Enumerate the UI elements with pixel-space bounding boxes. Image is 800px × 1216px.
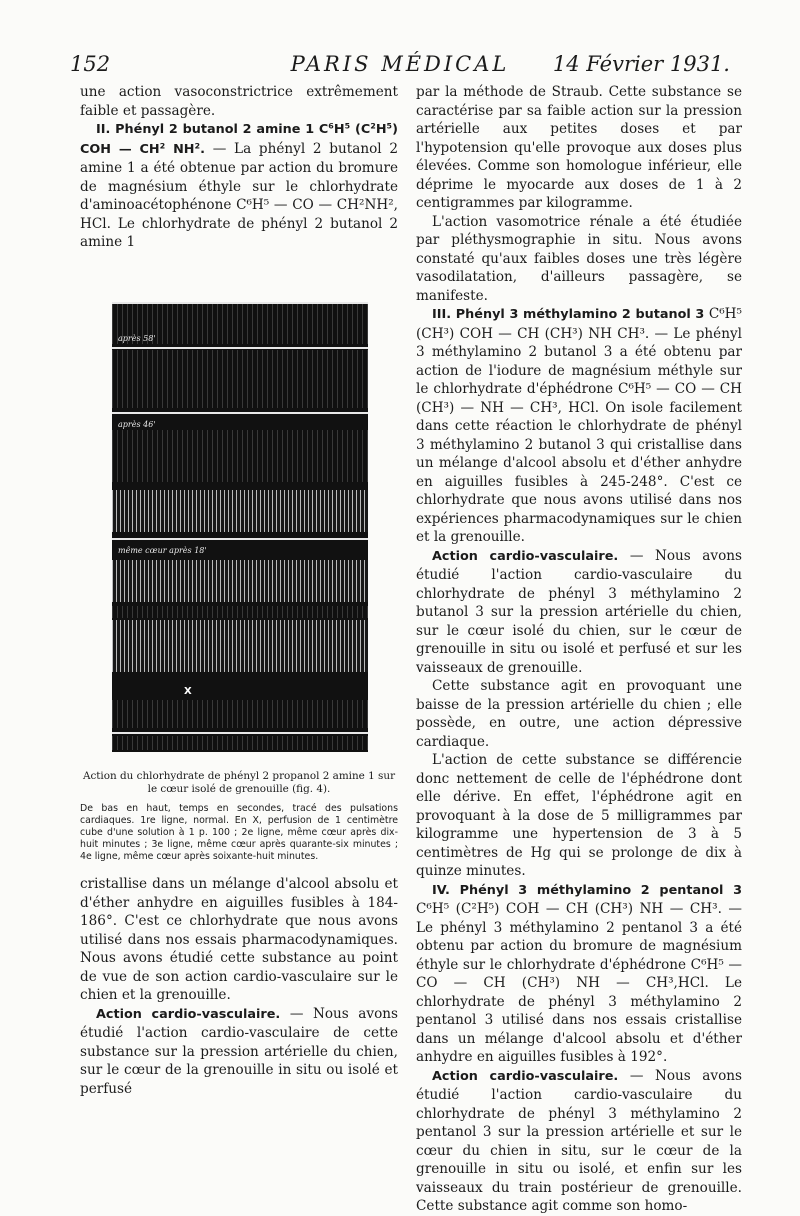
trace-line — [112, 732, 368, 734]
trace-label: même cœur après 18' — [118, 546, 207, 555]
paragraph: Cette substance agit en provoquant une baisse de la pression artérielle du chien ; elle possède, en outre, une action dépressive cardiaque. — [416, 678, 742, 750]
section-heading: Action cardio-vasculaire. — [432, 548, 619, 564]
section-heading: Action cardio-vasculaire. — [96, 1006, 281, 1022]
perfusion-marker: X — [184, 686, 192, 697]
left-column-bottom — [80, 875, 398, 1098]
right-column — [416, 83, 742, 1216]
paragraph: L'action de cette substance se différencie donc nettement de celle de l'éphédrone dont elle dérive. En effet, l'éphédrone agit en provoquant à la dose de 5 milligrammes par kilogramme une hypertension de 3 à 5 centimètres de Hg qui se prolonge de dix à quinze minutes. — [416, 752, 742, 879]
trace-band — [112, 700, 368, 728]
paragraph: cristallise dans un mélange d'alcool absolu et d'éther anhydre en aiguilles fusibles à 184-186°. C'est ce chlorhydrate que nous avons utilisé dans nos essais pharmacodynamiques. Nous avons étudié cette substance au point de vue de son action cardio-vasculaire sur le chien et la grenouille. — [80, 876, 398, 1003]
trace-band — [112, 490, 368, 532]
trace-band — [112, 620, 368, 672]
page-header — [70, 52, 730, 78]
trace-band — [112, 350, 368, 408]
cardiac-trace-figure — [112, 302, 368, 752]
trace-band — [112, 430, 368, 482]
trace-line — [112, 347, 368, 349]
issue-date: 14 Février 1931. — [552, 52, 730, 76]
compound-heading: II. Phényl 2 butanol 2 amine 1 C⁶H⁵ (C²H⁵) COH — CH² NH². — [80, 122, 398, 157]
paragraph: IV. Phényl 3 méthylamino 2 pentanol 3 C⁶H⁵ (C²H⁵) COH — CH (CH³) NH — CH³. — Le phényl 3 méthylamino 2 pentanol 3 a été obtenu par action du bromure de magnésium éthyle sur le chlorhydrate d'éphédrone C⁶H⁵ — CO — CH (CH³) NH — CH³,HCl. Le chlorhydrate de phényl 3 méthylamino 2 pentanol 3 utilisé dans nos essais cristallise dans un mélange d'alcool absolu et d'éther anhydre en aiguilles fusibles à 192°. — [416, 882, 742, 1065]
paragraph: Action cardio-vasculaire. — Nous avons étudié l'action cardio-vasculaire du chlorhydrate de phényl 3 méthylamino 2 butanol 3 sur la pression artérielle du chien, sur le cœur isolé du chien, sur le cœur de grenouille in situ ou isolé et perfusé et sur les vaisseaux de grenouille. — [416, 547, 742, 676]
paragraph: L'action vasomotrice rénale a été étudiée par pléthysmographie in situ. Nous avons constaté qu'aux faibles doses une très légère vasodilatation, d'ailleurs passagère, se manifeste. — [416, 213, 742, 304]
paragraph: Action cardio-vasculaire. — Nous avons étudié l'action cardio-vasculaire de cette substance sur la pression artérielle du chien, sur le cœur de la grenouille in situ ou isolé et perfusé — [80, 1005, 398, 1097]
trace-band — [112, 606, 368, 618]
paragraph: Action cardio-vasculaire. — Nous avons étudié l'action cardio-vasculaire du chlorhydrate de phényl 3 méthylamino 2 pentanol 3 sur la pression artérielle et sur le cœur du chien in situ, sur le cœur de la grenouille in situ ou isolé, et enfin sur les vaisseaux du train postérieur de grenouille. Cette substance agit comme son homo- — [416, 1067, 742, 1214]
figure-caption-title: Action du chlorhydrate de phényl 2 propanol 2 amine 1 sur le cœur isolé de grenouille (fig. 4). — [82, 770, 396, 795]
trace-band — [112, 736, 368, 750]
trace-line — [112, 538, 368, 540]
trace-line — [112, 412, 368, 414]
paragraph: une action vasoconstrictrice extrêmement faible et passagère. — [80, 84, 398, 119]
trace-label: après 58' — [118, 334, 156, 343]
page-number: 152 — [70, 52, 111, 76]
compound-heading: III. Phényl 3 méthylamino 2 butanol 3 — [432, 307, 705, 322]
journal-title: PARIS MÉDICAL — [290, 52, 510, 76]
paragraph: par la méthode de Straub. Cette substance se caractérise par sa faible action sur la pression artérielle aux petites doses et par l'hypotension qu'elle provoque aux doses plus élevées. Comme son homologue inférieur, elle déprime le myocarde aux doses de 1 à 2 centigrammes par kilogramme. — [416, 84, 742, 211]
trace-label: après 46' — [118, 420, 156, 429]
trace-band — [112, 560, 368, 602]
section-heading: Action cardio-vasculaire. — [432, 1068, 619, 1084]
figure-caption-body: De bas en haut, temps en secondes, tracé des pulsations cardiaques. 1re ligne, normal. En X, perfusion de 1 centimètre cube d'une solution à 1 p. 100 ; 2e ligne, même cœur après dix-huit minutes ; 3e ligne, même cœur après quarante-six minutes ; 4e ligne, même cœur après soixante-huit minutes. — [80, 803, 398, 862]
paragraph: II. Phényl 2 butanol 2 amine 1 C⁶H⁵ (C²H⁵) COH — CH² NH². — La phényl 2 butanol 2 amine 1 a été obtenue par action du bromure de magnésium éthyle sur le chlorhydrate d'aminoacétophénone C⁶H⁵ — CO — CH²NH², HCl. Le chlorhydrate de phényl 2 butanol 2 amine 1 — [80, 122, 398, 250]
paragraph: III. Phényl 3 méthylamino 2 butanol 3 C⁶H⁵ (CH³) COH — CH (CH³) NH CH³. — Le phényl 3 méthylamino 2 butanol 3 a été obtenu par action de l'iodure de magnésium méthyle sur le chlorhydrate d'éphédrone C⁶H⁵ — CO — CH (CH³) — NH — CH³, HCl. On isole facilement dans cette réaction le chlorhydrate de phényl 3 méthylamino 2 butanol 3 qui cristallise dans un mélange d'alcool absolu et d'éther anhydre en aiguilles fusibles à 245-248°. C'est ce chlorhydrate que nous avons utilisé dans nos expériences pharmacodynamiques sur le chien et la grenouille. — [416, 306, 742, 545]
compound-heading: IV. Phényl 3 méthylamino 2 pentanol 3 — [432, 882, 742, 898]
left-column-top — [80, 83, 398, 252]
